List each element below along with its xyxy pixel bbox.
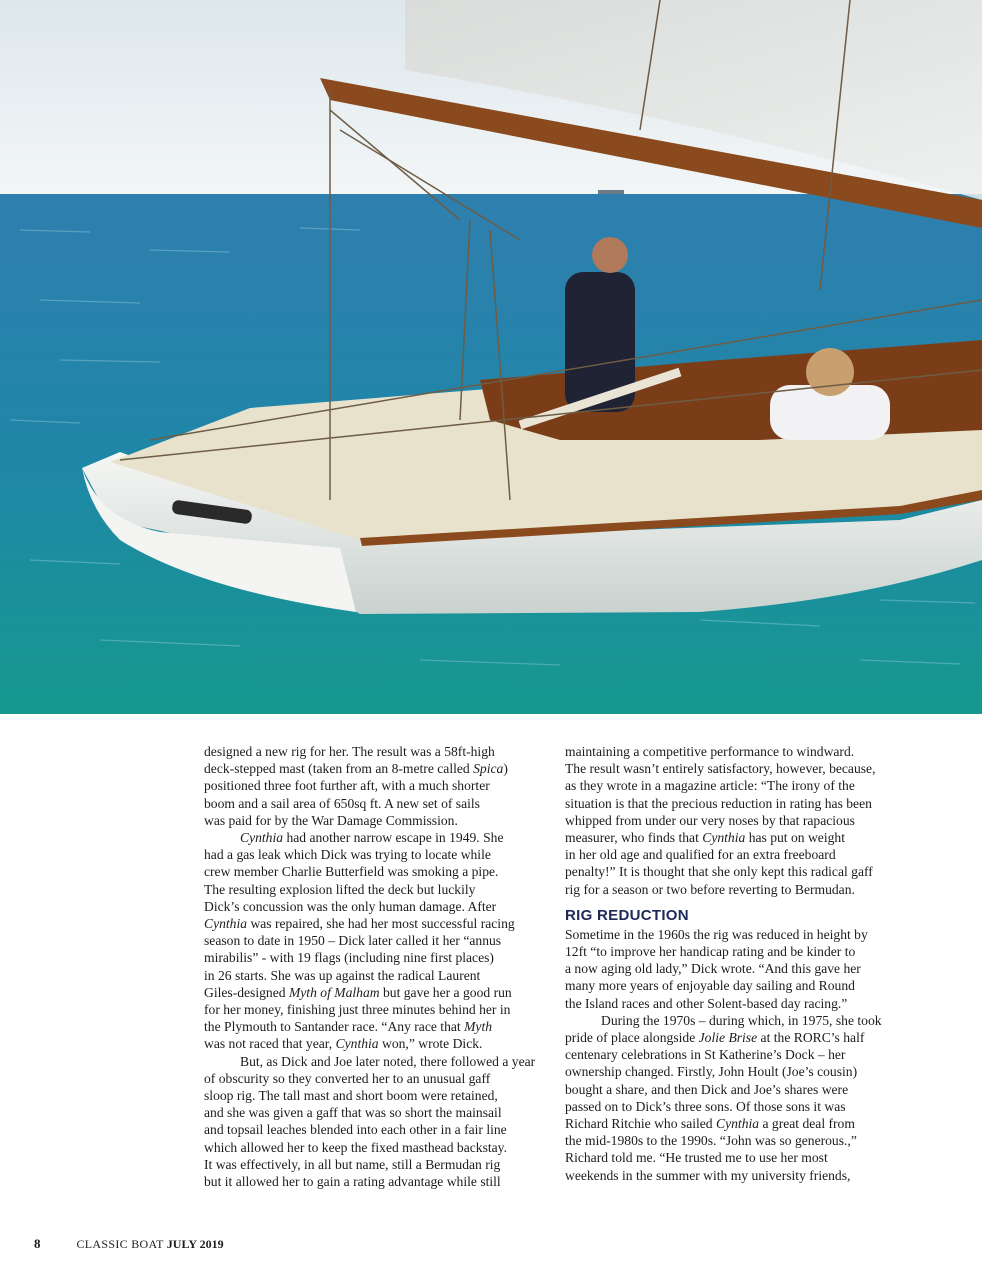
body-paragraph bbox=[565, 743, 898, 898]
text-line: Sometime in the 1960s the rig was reduced in height by bbox=[565, 926, 868, 942]
crew-head bbox=[806, 348, 854, 396]
text-line: maintaining a competitive performance to windward. bbox=[565, 744, 855, 759]
text-line: sloop rig. The tall mast and short boom were retained, bbox=[204, 1088, 498, 1104]
text-line: the Island races and other Solent-based day racing.” bbox=[565, 995, 848, 1011]
text-line: Cynthia was repaired, she had her most successful racing bbox=[204, 916, 515, 932]
text-line: the mid-1980s to the 1990s. “John was so generous.,” bbox=[565, 1133, 857, 1149]
page-footer bbox=[34, 1236, 224, 1252]
text-line: but it allowed her to gain a rating advantage while still bbox=[204, 1174, 501, 1190]
text-line: in her old age and qualified for an extra freeboard bbox=[565, 847, 836, 863]
page-number: 8 bbox=[34, 1236, 41, 1251]
italic-title: Cynthia bbox=[204, 916, 248, 932]
text-line: which allowed her to keep the fixed masthead backstay. bbox=[204, 1139, 507, 1155]
text-line: a now aging old lady,” Dick wrote. “And this gave her bbox=[565, 961, 861, 977]
text-line: was paid for by the War Damage Commission. bbox=[204, 812, 458, 828]
text-line: situation is that the precious reduction in rating has been bbox=[565, 795, 872, 811]
text-line: The result wasn’t entirely satisfactory, however, because, bbox=[565, 761, 876, 777]
text-line: Dick’s concussion was the only human damage. After bbox=[204, 898, 497, 914]
text-line: deck-stepped mast (taken from an 8-metre called Spica) bbox=[204, 761, 508, 777]
text-line: bought a share, and then Dick and Joe’s shares were bbox=[565, 1081, 849, 1097]
text-line: many more years of enjoyable day sailing and Round bbox=[565, 978, 855, 994]
text-line: Richard Ritchie who sailed Cynthia a great deal from bbox=[565, 1116, 855, 1132]
italic-title: Cynthia bbox=[240, 830, 284, 846]
text-line: whipped from under our very noses by that rapacious bbox=[565, 812, 855, 828]
body-paragraph bbox=[204, 1053, 540, 1191]
text-line: penalty!” It is thought that she only kept this radical gaff bbox=[565, 864, 873, 880]
text-line: weekends in the summer with my university friends, bbox=[565, 1167, 851, 1183]
text-line: But, as Dick and Joe later noted, there followed a year bbox=[240, 1053, 536, 1069]
italic-title: Myth bbox=[464, 1019, 493, 1035]
text-line: pride of place alongside Jolie Brise at the RORC’s half bbox=[565, 1030, 865, 1046]
italic-title: Myth of Malham bbox=[288, 984, 380, 1000]
text-line: ownership changed. Firstly, John Hoult (Joe’s cousin) bbox=[565, 1064, 858, 1080]
text-line: During the 1970s – during which, in 1975, she took bbox=[601, 1012, 882, 1028]
text-line: and she was given a gaff that was so short the mainsail bbox=[204, 1105, 502, 1121]
italic-title: Cynthia bbox=[716, 1116, 760, 1132]
italic-title: Jolie Brise bbox=[698, 1030, 758, 1046]
text-line: boom and a sail area of 650sq ft. A new set of sails bbox=[204, 795, 480, 811]
issue-date: JULY 2019 bbox=[166, 1237, 224, 1251]
article-column-2 bbox=[565, 743, 898, 1184]
section-heading: RIG REDUCTION bbox=[565, 906, 689, 924]
body-paragraph bbox=[204, 829, 540, 1053]
text-line: in 26 starts. She was up against the radical Laurent bbox=[204, 967, 481, 983]
text-line: The resulting explosion lifted the deck but luckily bbox=[204, 881, 476, 897]
body-paragraph bbox=[565, 926, 898, 1012]
text-line: was not raced that year, Cynthia won,” wrote Dick. bbox=[204, 1036, 483, 1052]
text-line: for her money, finishing just three minutes behind her in bbox=[204, 1002, 511, 1018]
text-line: rig for a season or two before reverting to Bermudan. bbox=[565, 881, 855, 897]
distant-ship bbox=[598, 190, 624, 194]
text-line: mirabilis” - with 19 flags (including nine first places) bbox=[204, 950, 494, 966]
italic-title: Cynthia bbox=[702, 830, 746, 846]
magazine-name: CLASSIC BOAT bbox=[76, 1237, 164, 1251]
text-line: crew member Charlie Butterfield was smoking a pipe. bbox=[204, 864, 499, 880]
text-line: positioned three foot further aft, with a much shorter bbox=[204, 778, 490, 794]
text-line: passed on to Dick’s three sons. Of those sons it was bbox=[565, 1098, 846, 1114]
text-line: Richard told me. “He trusted me to use her most bbox=[565, 1150, 828, 1166]
body-paragraph bbox=[204, 743, 540, 829]
text-line: It was effectively, in all but name, still a Bermudan rig bbox=[204, 1156, 501, 1172]
text-line: centenary celebrations in St Katherine’s Dock – her bbox=[565, 1047, 846, 1063]
text-line: as they wrote in a magazine article: “The irony of the bbox=[565, 778, 855, 794]
text-line: and topsail leaches blended into each other in a fair line bbox=[204, 1122, 507, 1138]
text-line: the Plymouth to Santander race. “Any race that Myth bbox=[204, 1019, 493, 1035]
text-line: designed a new rig for her. The result was a 58ft-high bbox=[204, 744, 495, 759]
text-line: had a gas leak which Dick was trying to locate while bbox=[204, 847, 491, 863]
text-line: measurer, who finds that Cynthia has put on weight bbox=[565, 830, 845, 846]
helmsman-head bbox=[592, 237, 628, 273]
text-line: season to date in 1950 – Dick later called it her “annus bbox=[204, 933, 502, 949]
article-column-1 bbox=[204, 743, 540, 1190]
text-line: Cynthia had another narrow escape in 1949. She bbox=[240, 830, 504, 846]
text-line: of obscurity so they converted her to an unusual gaff bbox=[204, 1070, 491, 1086]
italic-title: Cynthia bbox=[335, 1036, 379, 1052]
body-paragraph bbox=[565, 1012, 898, 1184]
text-line: 12ft “to improve her handicap rating and be kinder to bbox=[565, 944, 856, 960]
text-line: Giles-designed Myth of Malham but gave her a good run bbox=[204, 984, 512, 1000]
italic-title: Spica bbox=[473, 761, 504, 777]
